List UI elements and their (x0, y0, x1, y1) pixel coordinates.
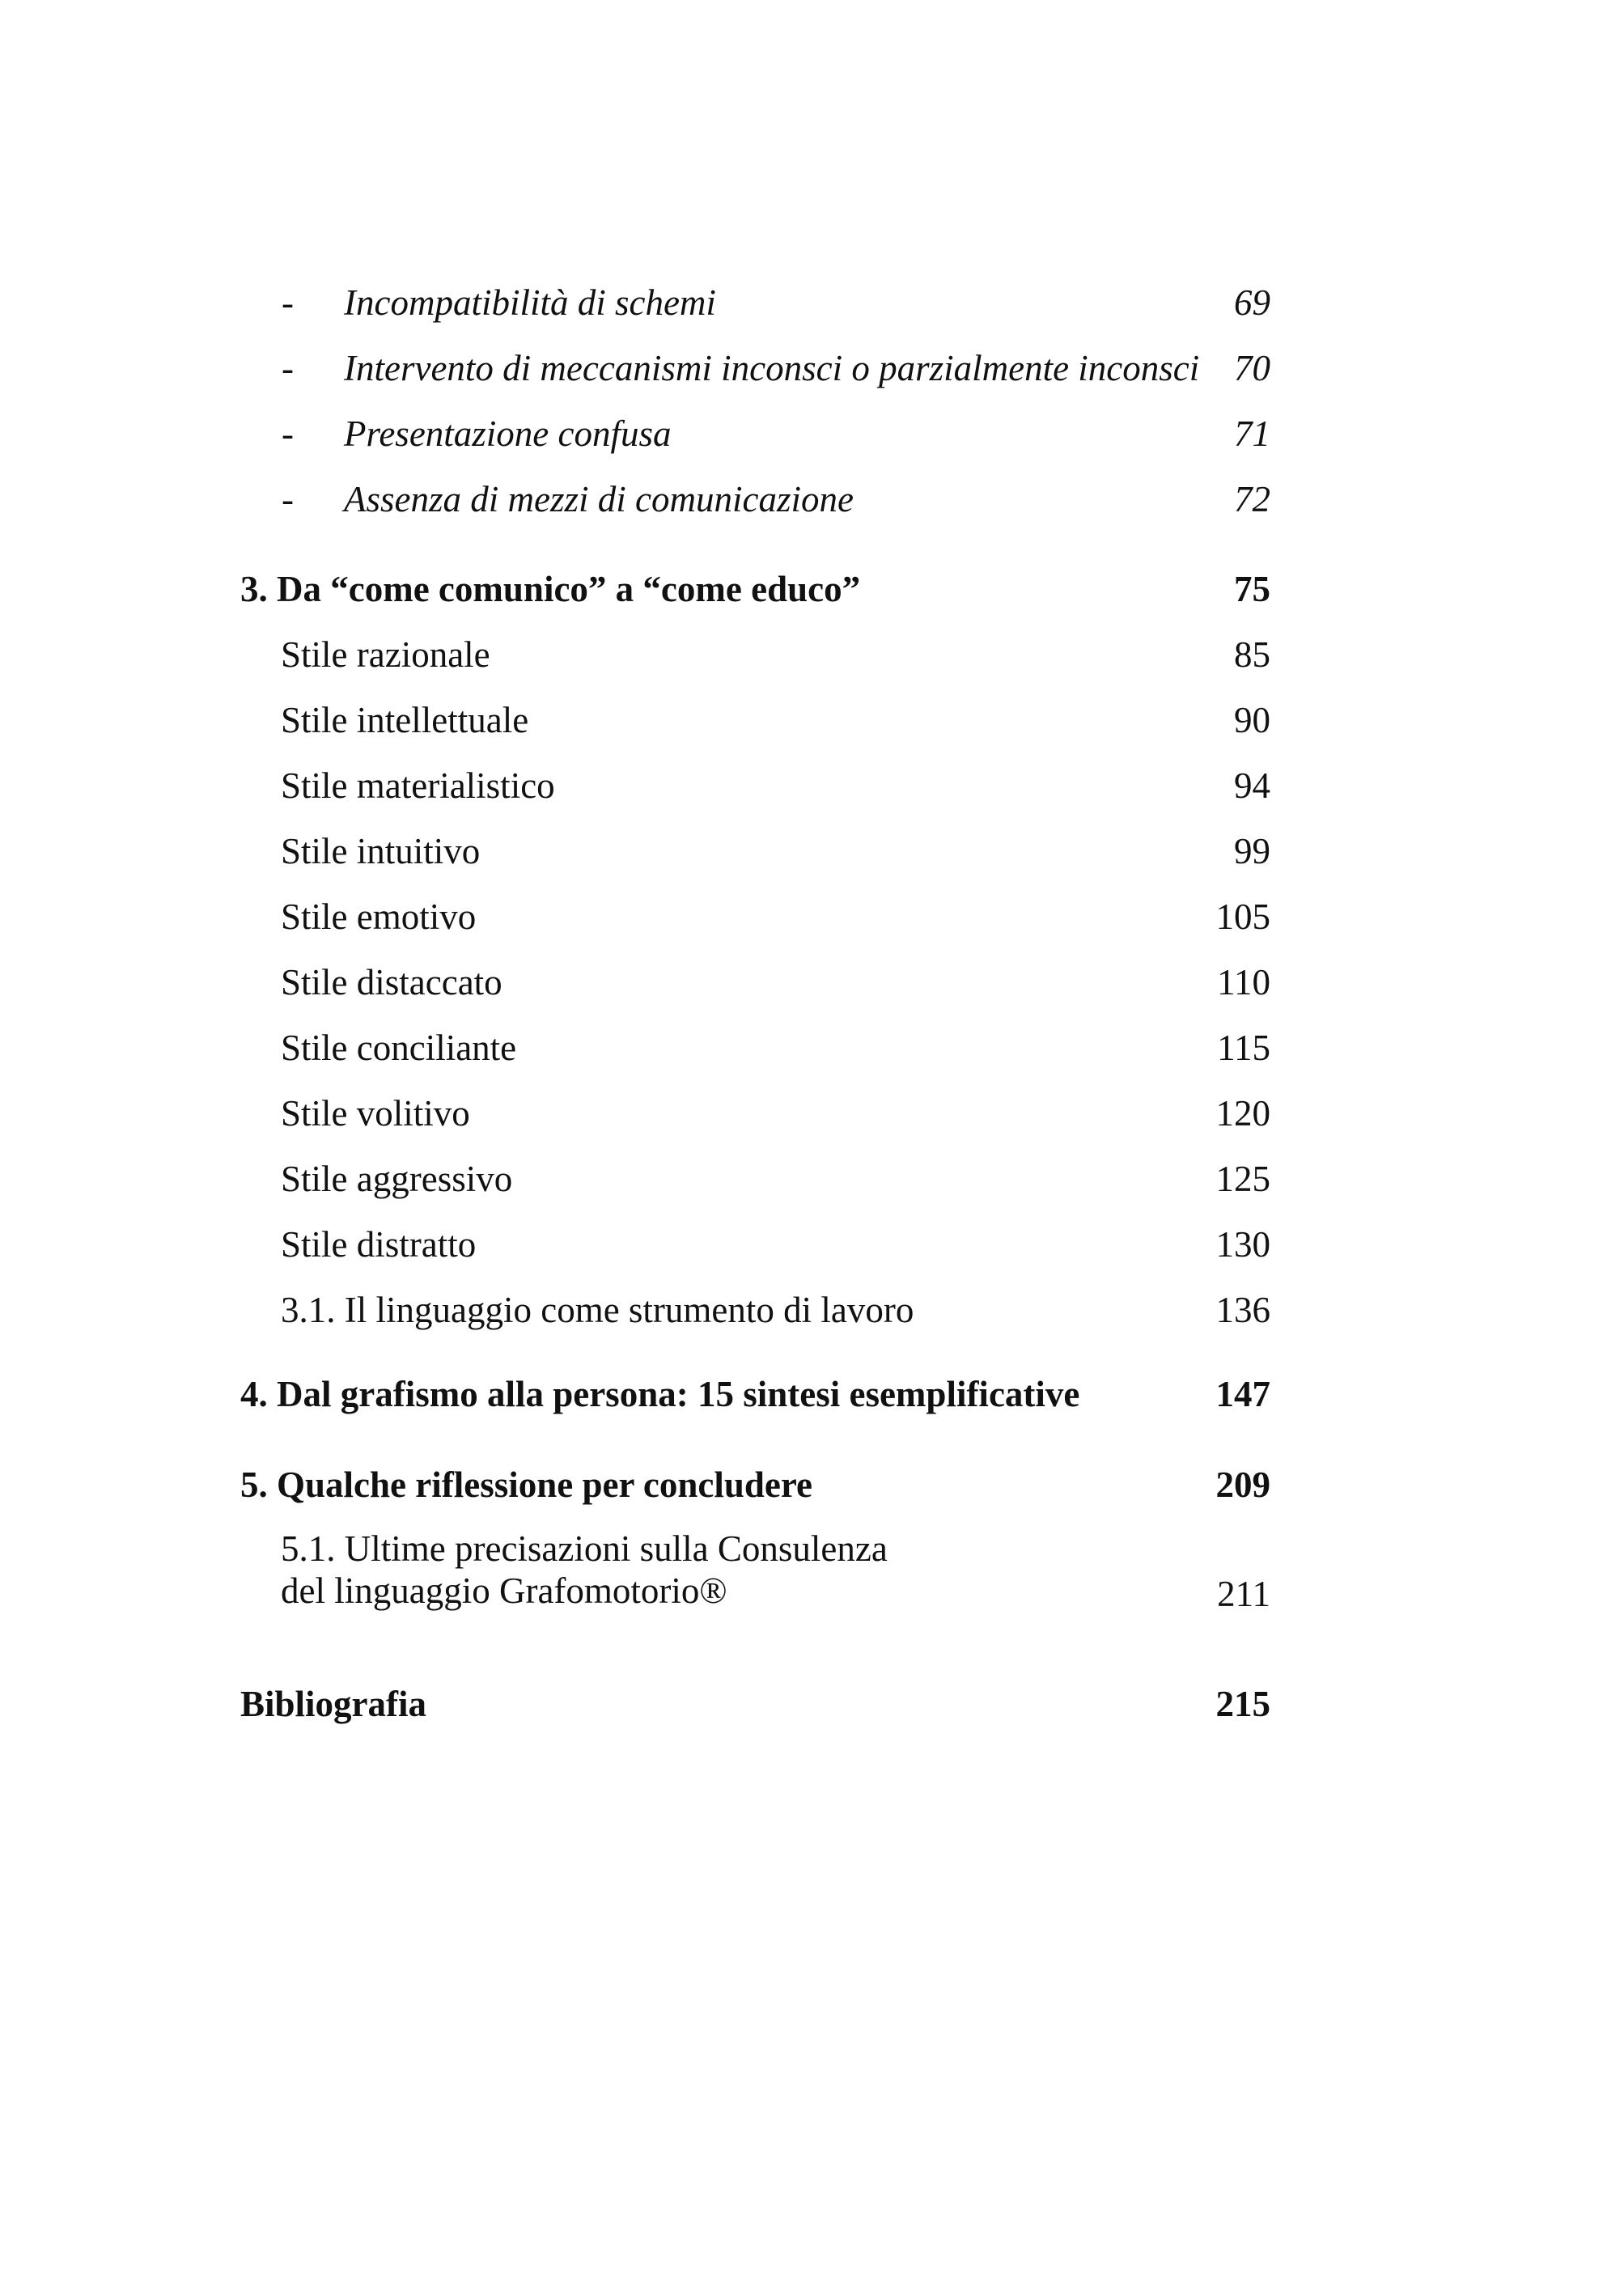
toc-entry-title: Stile aggressivo (281, 1159, 513, 1199)
toc-page-number: 94 (1234, 765, 1270, 806)
toc-entry-title: Stile materialistico (281, 765, 555, 806)
toc-page-number: 105 (1215, 896, 1270, 937)
toc-page-number: 70 (1234, 348, 1270, 388)
toc-entry (0, 475, 1624, 523)
toc-entry (0, 761, 1624, 810)
toc-page-number: 69 (1234, 282, 1270, 323)
toc-entry-title: Assenza di mezzi di comunicazione (344, 479, 854, 519)
toc-chapter-heading (0, 565, 1624, 613)
toc-page-number: 136 (1215, 1290, 1270, 1330)
toc-page-number: 211 (1217, 1574, 1270, 1614)
toc-page-number: 120 (1215, 1093, 1270, 1134)
toc-entry-title: 3.1. Il linguaggio come strumento di lavoro (281, 1290, 914, 1330)
toc-entry-title (281, 1528, 888, 1612)
toc-entry (0, 1220, 1624, 1269)
toc-entry-title: Stile distratto (281, 1224, 477, 1265)
list-dash: - (282, 348, 294, 388)
toc-page-number: 147 (1215, 1374, 1270, 1414)
toc-entry (0, 278, 1624, 327)
toc-page-number: 71 (1234, 413, 1270, 454)
toc-page-number: 125 (1215, 1159, 1270, 1199)
toc-page-number: 99 (1234, 831, 1270, 871)
toc-entry-title: Stile emotivo (281, 896, 477, 937)
toc-chapter-title: 3. Da “come comunico” a “come educo” (240, 569, 861, 609)
toc-entry (0, 1024, 1624, 1072)
list-dash: - (282, 282, 294, 323)
toc-chapter-heading (0, 1370, 1624, 1418)
toc-entry-title: Presentazione confusa (344, 413, 672, 454)
toc-entry (0, 344, 1624, 392)
toc-entry-title-line: 5.1. Ultime precisazioni sulla Consulenza (281, 1528, 888, 1569)
toc-entry (0, 409, 1624, 458)
toc-page-number: 72 (1234, 479, 1270, 519)
toc-page-number: 130 (1215, 1224, 1270, 1265)
toc-page-number: 215 (1215, 1684, 1270, 1724)
toc-entry (0, 696, 1624, 744)
toc-entry (0, 1089, 1624, 1138)
list-dash: - (282, 413, 294, 454)
toc-page-number: 115 (1217, 1028, 1270, 1068)
toc-chapter-heading (0, 1460, 1624, 1509)
toc-page-number: 110 (1217, 962, 1270, 1002)
toc-entry (0, 630, 1624, 679)
toc-entry-title: Stile distaccato (281, 962, 502, 1002)
toc-entry-title: Incompatibilità di schemi (344, 282, 716, 323)
toc-page-number: 75 (1234, 569, 1270, 609)
toc-entry (0, 1155, 1624, 1203)
toc-entry-title: Stile volitivo (281, 1093, 470, 1134)
toc-chapter-title: Bibliografia (240, 1684, 427, 1724)
toc-entry (0, 892, 1624, 941)
toc-page-number: 90 (1234, 700, 1270, 740)
toc-entry-title-line: del linguaggio Grafomotorio® (281, 1570, 727, 1611)
toc-entry (0, 827, 1624, 875)
toc-entry (0, 1286, 1624, 1334)
toc-chapter-title: 5. Qualche riflessione per concludere (240, 1464, 813, 1505)
toc-entry (0, 1528, 1624, 1618)
toc-entry-title: Stile intuitivo (281, 831, 481, 871)
toc-chapter-heading (0, 1680, 1624, 1728)
list-dash: - (282, 479, 294, 519)
toc-entry-title: Stile intellettuale (281, 700, 529, 740)
toc-entry-title: Stile razionale (281, 634, 490, 675)
toc-page-number: 209 (1215, 1464, 1270, 1505)
toc-page-number: 85 (1234, 634, 1270, 675)
toc-entry (0, 958, 1624, 1007)
toc-entry-title: Stile conciliante (281, 1028, 517, 1068)
toc-entry-title: Intervento di meccanismi inconsci o parzialmente inconsci (344, 348, 1200, 388)
toc-chapter-title: 4. Dal grafismo alla persona: 15 sintesi esemplificative (240, 1374, 1080, 1414)
